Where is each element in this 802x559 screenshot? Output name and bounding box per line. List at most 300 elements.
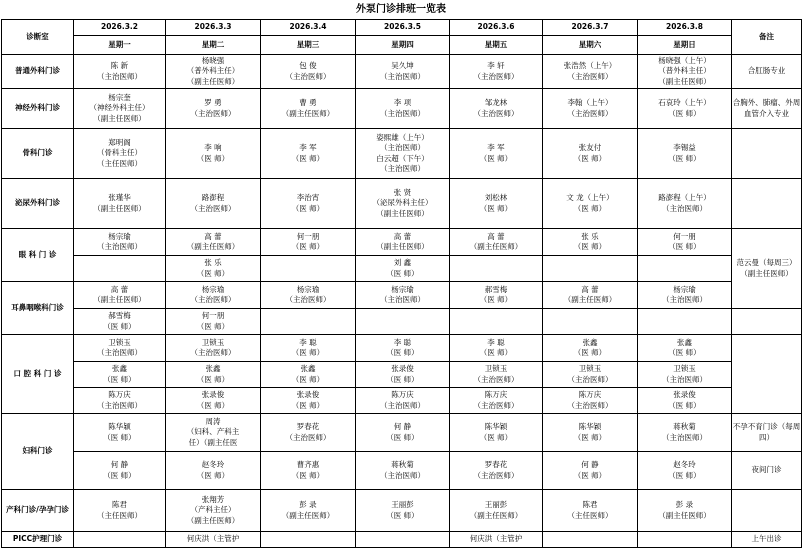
- shift-cell: [74, 335, 166, 362]
- cell-line: （医 师）: [103, 470, 136, 480]
- cell-line: 卫锁玉: [578, 364, 602, 373]
- weekday-header: 星期四: [356, 36, 450, 55]
- shift-cell: [638, 362, 732, 388]
- cell-line: 赵冬玲: [673, 460, 696, 469]
- cell-line: 刘 鑫: [393, 258, 412, 267]
- shift-cell: 何庆洪（主管护: [450, 532, 543, 548]
- shift-cell: [261, 309, 356, 335]
- shift-cell: [543, 256, 638, 282]
- shift-cell: [261, 335, 356, 362]
- shift-cell: [450, 335, 543, 362]
- schedule-row-ophthalmology-2: [2, 256, 802, 282]
- cell-line: （医 师）: [573, 348, 607, 357]
- cell-line: 李 聪: [393, 337, 412, 347]
- shift-cell: [543, 55, 638, 89]
- cell-line: 杨宗瑜: [296, 284, 320, 294]
- note-cell: [732, 335, 802, 414]
- cell-line: （主任医师）: [567, 510, 613, 520]
- cell-line: 陈华颖: [484, 422, 508, 431]
- cell-line: 张 乐: [581, 231, 599, 241]
- cell-line: （主治医师）: [190, 348, 236, 357]
- cell-line: （副主任医师）: [93, 295, 146, 304]
- shift-cell: [450, 256, 543, 282]
- cell-line: （妇科、产科主: [186, 427, 240, 437]
- cell-line: （主治医师）: [380, 71, 425, 81]
- cell-line: 陈万庆: [108, 390, 131, 399]
- note-cell: 合胸外、肺瘤、外周血管介入专业: [732, 89, 802, 129]
- shift-cell: [450, 452, 543, 490]
- cell-line: （主治医师）: [473, 374, 519, 384]
- dept-urology: 泌尿外科门诊: [2, 179, 74, 229]
- shift-cell: [356, 335, 450, 362]
- cell-line: （医 师）: [196, 268, 230, 278]
- cell-line: 张录俊: [391, 364, 414, 373]
- cell-line: 路澎程（上午）: [658, 193, 711, 202]
- cell-line: （副主任医师）: [658, 510, 711, 520]
- cell-line: （医 师）: [291, 153, 325, 163]
- cell-line: （医 师）: [291, 470, 325, 480]
- cell-line: （医 师）: [196, 153, 230, 163]
- shift-cell: [261, 388, 356, 414]
- cell-line: （副主任医师）: [186, 515, 240, 525]
- date-header: 2026.3.4: [261, 20, 356, 36]
- shift-cell: [166, 282, 261, 309]
- shift-cell: [450, 129, 543, 179]
- cell-line: （医 师）: [668, 242, 701, 251]
- cell-line: 张录俊: [296, 390, 320, 399]
- shift-cell: [74, 362, 166, 388]
- shift-cell: [261, 452, 356, 490]
- cell-line: 赵冬玲: [201, 460, 225, 469]
- shift-cell: [543, 414, 638, 452]
- note-cell: 上午出诊: [732, 532, 802, 548]
- dept-orthopedics: 骨科门诊: [2, 129, 74, 179]
- note-cell: [732, 309, 802, 335]
- cell-line: 石哀玲（上午）: [658, 98, 711, 107]
- shift-cell: [356, 414, 450, 452]
- note-cell: 范云曼（每周三）（副主任医师）: [732, 229, 802, 309]
- shift-cell: [166, 490, 261, 532]
- cell-line: （主治医师）: [190, 108, 236, 118]
- shift-cell: [356, 129, 450, 179]
- shift-cell: [74, 256, 166, 282]
- cell-line: 陈君: [582, 500, 598, 509]
- shift-cell: [261, 256, 356, 282]
- cell-line: （医 师）: [196, 400, 230, 410]
- shift-cell: [261, 490, 356, 532]
- schedule-row-urology: [2, 179, 802, 229]
- date-row: [2, 20, 802, 36]
- cell-line: （医 师）: [573, 242, 607, 251]
- cell-line: 蒋秋菊: [391, 460, 414, 469]
- cell-line: 彭 录: [299, 500, 317, 509]
- shift-cell: [543, 282, 638, 309]
- schedule-row-picc: [2, 532, 802, 548]
- shift-cell: [356, 362, 450, 388]
- shift-cell: [261, 282, 356, 309]
- shift-cell: [74, 229, 166, 256]
- shift-cell: [543, 179, 638, 229]
- cell-line: （主治医师）: [97, 71, 142, 81]
- cell-line: （神经外科主任）: [89, 103, 150, 113]
- schedule-row-ent: [2, 282, 802, 309]
- weekday-row: [2, 36, 802, 55]
- date-header: 2026.3.2: [74, 20, 166, 36]
- cell-line: （医 师）: [103, 374, 136, 384]
- cell-line: 李治宵: [296, 193, 320, 202]
- cell-line: 张鑫: [582, 337, 598, 347]
- shift-cell: [638, 309, 732, 335]
- schedule-row-dental-2: [2, 362, 802, 388]
- cell-line: （医 师）: [668, 400, 701, 410]
- shift-cell: [356, 89, 450, 129]
- cell-line: 白云超（下午）: [376, 153, 429, 163]
- cell-line: 何一朋: [296, 231, 320, 241]
- page-title: 外泵门诊排班一览表: [356, 4, 446, 15]
- cell-line: 杨宗瑜: [673, 284, 696, 294]
- cell-line: 高 蕾: [581, 284, 599, 294]
- date-header: 2026.3.3: [166, 20, 261, 36]
- cell-line: 何一朋: [673, 231, 696, 241]
- schedule-row-dental-3: [2, 388, 802, 414]
- shift-cell: [638, 229, 732, 256]
- cell-line: （普外科主任）: [658, 66, 711, 76]
- cell-line: （医 师）: [386, 374, 419, 384]
- cell-line: 郑明阁: [108, 137, 131, 147]
- cell-line: 路澎程: [201, 193, 225, 202]
- cell-line: 卫锁玉: [673, 364, 696, 373]
- shift-cell: [261, 532, 356, 548]
- cell-line: （产科主任）: [190, 505, 236, 515]
- shift-cell: 何庆洪（主管护: [166, 532, 261, 548]
- cell-line: 李 响: [204, 143, 222, 152]
- cell-line: 郝雪梅: [108, 311, 131, 320]
- cell-line: 张录俊: [673, 390, 696, 399]
- cell-line: （医 师）: [291, 242, 325, 251]
- cell-line: 张鑫: [677, 337, 692, 347]
- shift-cell: [261, 55, 356, 89]
- dept-general-surgery: 普通外科门诊: [2, 55, 74, 89]
- shift-cell: [356, 452, 450, 490]
- shift-cell: [543, 532, 638, 548]
- cell-line: 陈华颖: [108, 422, 131, 431]
- shift-cell: [166, 388, 261, 414]
- shift-cell: [638, 282, 732, 309]
- cell-line: （副主任医师）: [93, 113, 146, 123]
- cell-line: 陈万庆: [578, 390, 602, 399]
- shift-cell: [166, 229, 261, 256]
- weekday-header: 星期日: [638, 36, 732, 55]
- cell-line: （主治医师）: [473, 400, 519, 410]
- note-cell: 合肛肠专业: [732, 55, 802, 89]
- cell-line: （主治医师）: [567, 400, 613, 410]
- dept-obstetrics: 产科门诊/孕孕门诊: [2, 490, 74, 532]
- shift-cell: [543, 129, 638, 179]
- shift-cell: [543, 309, 638, 335]
- cell-line: （主治医师）: [567, 108, 613, 118]
- shift-cell: [261, 89, 356, 129]
- shift-cell: [450, 490, 543, 532]
- cell-line: 何一朋: [201, 311, 225, 320]
- shift-cell: [450, 362, 543, 388]
- shift-cell: [638, 414, 732, 452]
- cell-line: （医 师）: [196, 321, 230, 331]
- weekday-header: 星期五: [450, 36, 543, 55]
- schedule-row-neurosurgery: [2, 89, 802, 129]
- cell-line: （主治医师）: [97, 400, 142, 410]
- date-header-weekend: 2026.3.8: [638, 20, 732, 36]
- cell-line: 陈万庆: [391, 390, 414, 399]
- cell-line: （副主任医师）: [281, 108, 335, 118]
- shift-cell: [166, 335, 261, 362]
- note-cell: 夜间门诊: [732, 452, 802, 490]
- shift-cell: [166, 414, 261, 452]
- shift-cell: [638, 129, 732, 179]
- cell-line: 邹龙林: [484, 98, 508, 107]
- cell-line: 郝雪梅: [484, 284, 508, 294]
- cell-line: （普外科主任）: [186, 66, 240, 76]
- cell-line: （医 师）: [479, 348, 513, 357]
- schedule-row-ent-2: [2, 309, 802, 335]
- cell-line: （主治医师）: [285, 295, 331, 304]
- cell-line: （主治医师）: [380, 400, 425, 410]
- cell-line: 刘松林: [484, 193, 508, 202]
- cell-line: （主治医师）: [190, 203, 236, 213]
- note-cell: 不孕不育门诊（每周四）: [732, 414, 802, 452]
- cell-line: （副主任医师）: [469, 510, 523, 520]
- cell-line: （医 师）: [291, 348, 325, 357]
- dept-ophthalmology: 眼 科 门 诊: [2, 229, 74, 282]
- cell-line: 何 静: [110, 460, 129, 469]
- cell-line: （主任医师）: [97, 510, 142, 520]
- schedule-row-ophthalmology: [2, 229, 802, 256]
- shift-cell: [74, 179, 166, 229]
- shift-cell: [543, 452, 638, 490]
- cell-line: 罗 勇: [204, 98, 222, 107]
- cell-line: （医 师）: [291, 374, 325, 384]
- cell-line: 何 静: [581, 460, 599, 469]
- cell-line: 高 蕾: [393, 231, 412, 241]
- cell-line: （副主任医师）: [563, 295, 617, 304]
- cell-line: （副主任医师）: [658, 76, 711, 86]
- cell-line: （副主任医师）: [186, 242, 240, 251]
- cell-line: （泌尿外科主任）: [372, 198, 433, 208]
- cell-line: 蒋秋菊: [673, 422, 696, 431]
- cell-line: （主治医师）: [473, 108, 519, 118]
- cell-line: 高 蕾: [204, 231, 222, 241]
- cell-line: （医 师）: [573, 203, 607, 213]
- cell-line: （医 师）: [291, 400, 325, 410]
- shift-cell: [356, 309, 450, 335]
- cell-line: （骨科主任）: [97, 148, 142, 158]
- shift-cell: [450, 179, 543, 229]
- shift-cell: [450, 388, 543, 414]
- shift-cell: [638, 452, 732, 490]
- cell-line: 任）（副主任医: [188, 437, 238, 447]
- cell-line: 杨宗瑜: [391, 284, 414, 294]
- date-header: 2026.3.5: [356, 20, 450, 36]
- shift-cell: [356, 282, 450, 309]
- cell-line: 杨宗瑜: [201, 284, 225, 294]
- cell-line: （医 师）: [479, 432, 513, 442]
- cell-line: 张 贤: [393, 187, 412, 197]
- shift-cell: [261, 129, 356, 179]
- cell-line: （医 师）: [386, 268, 419, 278]
- cell-line: 陈君: [112, 500, 127, 509]
- cell-line: （主治医师）: [97, 242, 142, 251]
- notes-header: 备注: [732, 20, 802, 55]
- cell-line: 包 俊: [299, 61, 317, 70]
- shift-cell: [261, 362, 356, 388]
- note-cell: [732, 490, 802, 532]
- cell-line: （医 师）: [291, 203, 325, 213]
- cell-line: 李翰（上午）: [567, 98, 613, 107]
- shift-cell: [74, 388, 166, 414]
- cell-line: 文 龙（上午）: [566, 193, 614, 202]
- cell-line: 杨晓强（上午）: [658, 55, 711, 65]
- cell-line: （医 师）: [668, 470, 701, 480]
- cell-line: 张录俊: [201, 390, 225, 399]
- shift-cell: [261, 229, 356, 256]
- cell-line: （医 师）: [103, 321, 136, 331]
- cell-line: 罗春花: [296, 422, 320, 431]
- cell-line: （医 师）: [668, 153, 701, 163]
- shift-cell: [356, 256, 450, 282]
- shift-cell: [356, 229, 450, 256]
- shift-cell: [356, 179, 450, 229]
- shift-cell: [166, 256, 261, 282]
- cell-line: 高 蕾: [487, 231, 505, 241]
- cell-line: 何 静: [393, 422, 412, 431]
- cell-line: （医 师）: [668, 348, 701, 357]
- schedule-row-dental: [2, 335, 802, 362]
- shift-cell: [543, 362, 638, 388]
- cell-line: 卫锁玉: [108, 337, 131, 347]
- shift-cell: [638, 256, 732, 282]
- shift-cell: [261, 179, 356, 229]
- cell-line: （医 师）: [196, 374, 230, 384]
- shift-cell: [638, 532, 732, 548]
- dept-dental: 口 腔 科 门 诊: [2, 335, 74, 414]
- cell-line: 张鑫: [300, 364, 316, 373]
- cell-line: （医 师）: [196, 470, 230, 480]
- cell-line: 彭 录: [675, 500, 694, 509]
- shift-cell: [74, 490, 166, 532]
- shift-cell: [74, 129, 166, 179]
- shift-cell: [74, 89, 166, 129]
- shift-cell: [543, 89, 638, 129]
- note-cell: [732, 129, 802, 179]
- shift-cell: [450, 282, 543, 309]
- cell-line: 李 军: [299, 143, 317, 152]
- cell-line: 陈 新: [110, 61, 129, 70]
- shift-cell: [166, 129, 261, 179]
- shift-cell: [638, 89, 732, 129]
- dept-header: 诊断室: [2, 20, 74, 55]
- shift-cell: [166, 452, 261, 490]
- cell-line: （副主任医师）: [469, 242, 523, 251]
- cell-line: 周涛: [205, 416, 221, 426]
- weekday-header: 星期二: [166, 36, 261, 55]
- cell-line: （副主任医师）: [93, 203, 146, 213]
- cell-line: 李 项: [393, 98, 412, 107]
- cell-line: （主治医师）: [380, 108, 425, 118]
- cell-line: 杨宗奎: [108, 92, 131, 102]
- shift-cell: [638, 55, 732, 89]
- cell-line: 王丽彭: [484, 500, 508, 509]
- cell-line: （主治医师）: [97, 348, 142, 357]
- date-header: 2026.3.6: [450, 20, 543, 36]
- cell-line: 王丽彭: [391, 500, 414, 509]
- cell-line: （主治医师）: [662, 432, 707, 442]
- shift-cell: [74, 452, 166, 490]
- shift-cell: [543, 229, 638, 256]
- cell-line: （医 师）: [386, 432, 419, 442]
- cell-line: 高 蕾: [110, 284, 129, 294]
- cell-line: 李 轩: [487, 61, 505, 70]
- cell-line: 杨晓强: [201, 55, 225, 65]
- cell-line: 李锡益: [673, 143, 696, 152]
- shift-cell: [543, 490, 638, 532]
- cell-line: 李 聪: [299, 337, 317, 347]
- cell-line: （主治医师）: [473, 71, 519, 81]
- cell-line: 张瑾华: [108, 193, 131, 202]
- shift-cell: [356, 532, 450, 548]
- shift-cell: [543, 335, 638, 362]
- cell-line: （主治医师）: [662, 374, 707, 384]
- cell-line: （主治医师）: [662, 295, 707, 304]
- cell-line: （医 师）: [386, 348, 419, 357]
- cell-line: （副主任医师）: [281, 510, 335, 520]
- cell-line: （主治医师）: [285, 71, 331, 81]
- shift-cell: [450, 229, 543, 256]
- shift-cell: [356, 388, 450, 414]
- cell-line: （医 师）: [479, 295, 513, 304]
- shift-cell: [74, 55, 166, 89]
- cell-line: 曹 勇: [299, 98, 317, 107]
- schedule-row-gynecology: [2, 414, 802, 452]
- dept-gynecology: 妇科门诊: [2, 414, 74, 490]
- shift-cell: [356, 490, 450, 532]
- cell-line: （副主任医师）: [186, 76, 240, 86]
- shift-cell: [166, 309, 261, 335]
- cell-line: （医 师）: [573, 470, 607, 480]
- cell-line: （医 师）: [479, 153, 513, 163]
- shift-cell: [543, 388, 638, 414]
- cell-line: （主任医师）: [97, 158, 142, 168]
- cell-line: 张 乐: [204, 258, 222, 267]
- cell-line: （主治医师）: [380, 295, 425, 304]
- cell-line: 罗春花: [484, 460, 508, 469]
- schedule-row-obstetrics: [2, 490, 802, 532]
- cell-line: 张友付: [578, 143, 602, 152]
- dept-picc: PICC护理门诊: [2, 532, 74, 548]
- shift-cell: [450, 309, 543, 335]
- cell-line: 曹齐惠: [296, 460, 320, 469]
- cell-line: 陈万庆: [484, 390, 508, 399]
- weekday-header: 星期一: [74, 36, 166, 55]
- cell-line: （主治医师）: [380, 143, 425, 152]
- cell-line: 陈华颖: [578, 422, 602, 431]
- shift-cell: [74, 282, 166, 309]
- cell-line: （副主任医师）: [376, 208, 429, 218]
- cell-line: （医 师）: [573, 432, 607, 442]
- note-cell: [732, 179, 802, 229]
- cell-line: 张鑫: [205, 364, 221, 373]
- schedule-row-gynecology-2: [2, 452, 802, 490]
- cell-line: 张鑫: [112, 364, 127, 373]
- cell-line: 李 军: [487, 143, 505, 152]
